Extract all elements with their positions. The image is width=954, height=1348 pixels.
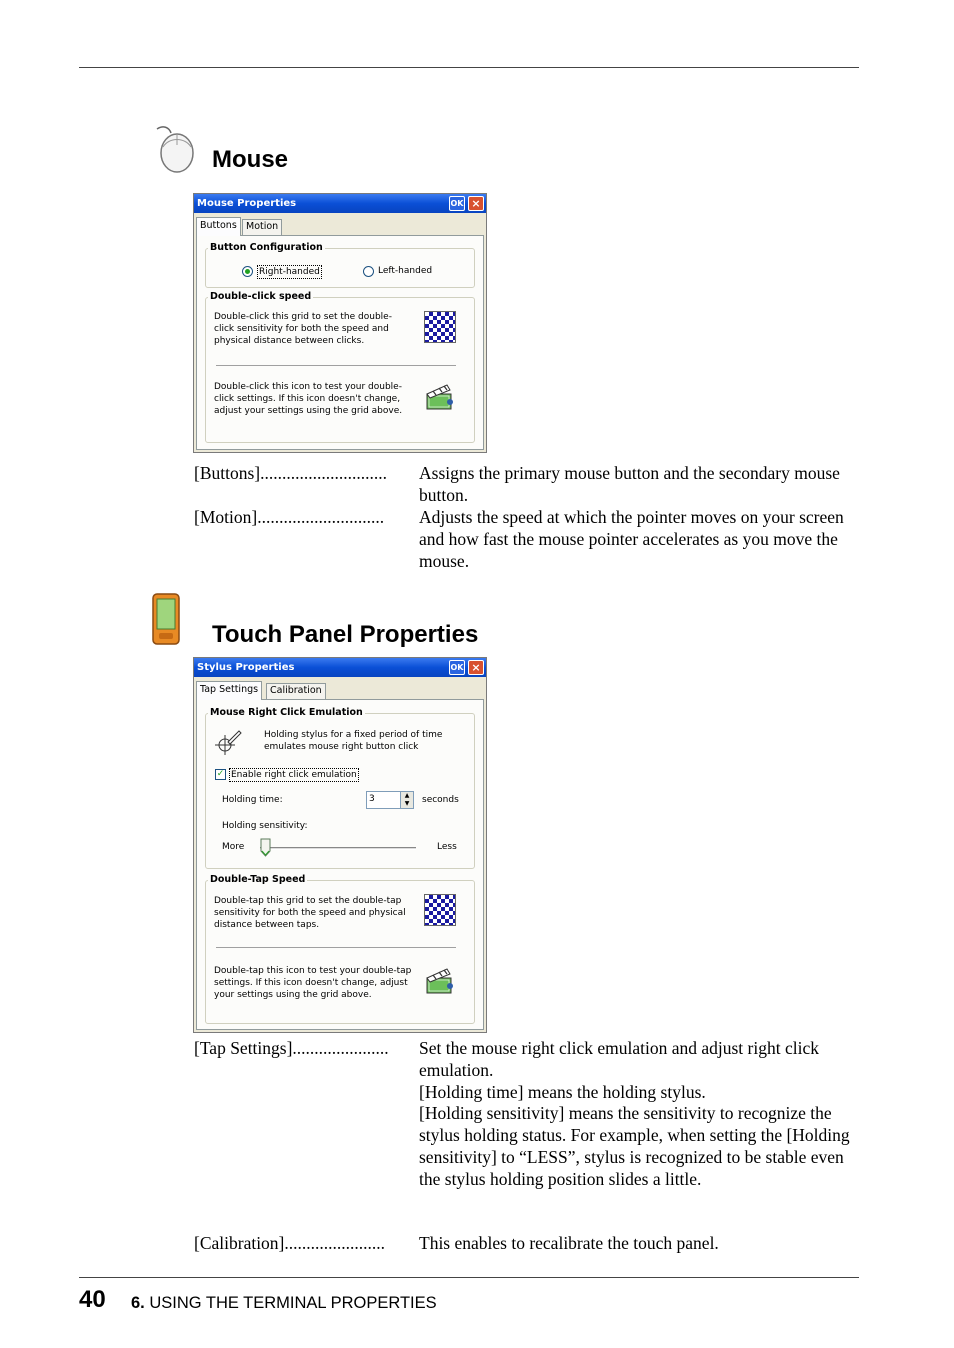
sensitivity-slider-track[interactable] (260, 847, 416, 850)
holding-time-stepper[interactable] (366, 791, 414, 809)
tab-panel (196, 699, 484, 1030)
sensitivity-slider-thumb[interactable] (260, 838, 271, 857)
top-rule (79, 67, 859, 68)
double-click-grid[interactable] (424, 311, 456, 343)
chapter-footer: 6. USING THE TERMINAL PROPERTIES (131, 1294, 437, 1312)
double-tap-grid[interactable] (424, 894, 456, 926)
enable-right-click-checkbox[interactable]: ✓ (216, 769, 225, 779)
dialog-title: Stylus Properties (194, 658, 486, 677)
group-label: Double-click speed (210, 291, 312, 302)
divider (216, 947, 456, 948)
holding-time-value[interactable]: 3 (369, 794, 375, 804)
bottom-rule (79, 1277, 859, 1278)
mouse-properties-dialog (193, 193, 487, 453)
tab-panel (196, 235, 484, 450)
tab-calibration[interactable]: Calibration (266, 683, 326, 699)
mouse-icon (151, 125, 197, 173)
page-number: 40 (79, 1286, 106, 1313)
term-buttons: [Buttons]............................. (194, 463, 387, 483)
ok-button[interactable]: OK (449, 660, 465, 675)
def-motion: Adjusts the speed at which the pointer moves on your screen and how fast the mouse pointer accelerates as you move the mouse. (419, 507, 844, 571)
right-handed-label[interactable]: Right-handed (259, 267, 320, 277)
def-buttons: Assigns the primary mouse button and the secondary mouse button. (419, 463, 840, 505)
group-label: Mouse Right Click Emulation (210, 707, 363, 718)
term-calibration: [Calibration]....................... (194, 1233, 386, 1253)
less-label: Less (437, 842, 457, 852)
def-tap-settings: Set the mouse right click emulation and adjust right click emulation. [Holding time] means the holding stylus. [Holding sensitivity] means the sensitivity to recognize the stylus holding status. For example, when setting the [Holding sensitivity] to “LESS”, stylus is recognized to be stable even the stylus holding position slides a little. (419, 1038, 850, 1189)
clapperboard-icon[interactable] (425, 382, 455, 412)
test-instructions: Double-tap this icon to test your double-tap settings. If this icon doesn't change, adjust your settings using the grid above. (214, 966, 412, 1000)
right-click-group (205, 707, 475, 869)
stylus-properties-dialog (193, 657, 487, 1033)
group-label: Button Configuration (210, 242, 323, 253)
left-handed-label[interactable]: Left-handed (378, 266, 433, 276)
term-tap-settings: [Tap Settings]...................... (194, 1038, 389, 1058)
left-handed-radio[interactable] (363, 266, 374, 277)
grid-instructions: Double-tap this grid to set the double-tap sensitivity for both the speed and physical distance between taps. (214, 896, 406, 930)
double-click-group (205, 291, 475, 443)
enable-right-click-label[interactable]: Enable right click emulation (231, 770, 357, 780)
close-button[interactable]: × (468, 660, 484, 675)
term-motion: [Motion]............................. (194, 507, 385, 527)
divider (216, 365, 456, 366)
right-handed-radio[interactable] (242, 266, 253, 277)
def-calibration: This enables to recalibrate the touch panel. (419, 1233, 719, 1253)
clapperboard-icon[interactable] (425, 966, 455, 996)
dialog-title: Mouse Properties (194, 194, 486, 213)
touch-panel-icon (150, 592, 182, 648)
button-config-group (205, 242, 475, 288)
mouse-section-title: Mouse (212, 146, 289, 173)
holding-time-label: Holding time: (222, 795, 283, 805)
holding-sensitivity-label: Holding sensitivity: (222, 821, 308, 831)
stylus-icon (214, 728, 242, 756)
double-tap-group (205, 874, 475, 1024)
tab-motion[interactable]: Motion (242, 219, 282, 235)
touch-section-title: Touch Panel Properties (212, 621, 479, 648)
test-instructions: Double-click this icon to test your double-click settings. If this icon doesn't change, adjust your settings using the grid above. (214, 382, 403, 416)
close-button[interactable]: × (468, 196, 484, 211)
touch-description-list (0, 1038, 954, 1260)
seconds-label: seconds (422, 795, 459, 805)
mouse-description-list (0, 463, 954, 578)
tab-tap-settings[interactable]: Tap Settings (196, 681, 262, 700)
more-label: More (222, 842, 245, 852)
right-click-info: Holding stylus for a fixed period of time emulates mouse right button click (264, 730, 443, 752)
group-label: Double-Tap Speed (210, 874, 306, 885)
stepper-arrows[interactable]: ▲ ▼ (400, 792, 413, 808)
tab-buttons[interactable]: Buttons (196, 217, 241, 236)
grid-instructions: Double-click this grid to set the double-click sensitivity for both the speed and physical distance between clicks. (214, 312, 392, 346)
ok-button[interactable]: OK (449, 196, 465, 211)
